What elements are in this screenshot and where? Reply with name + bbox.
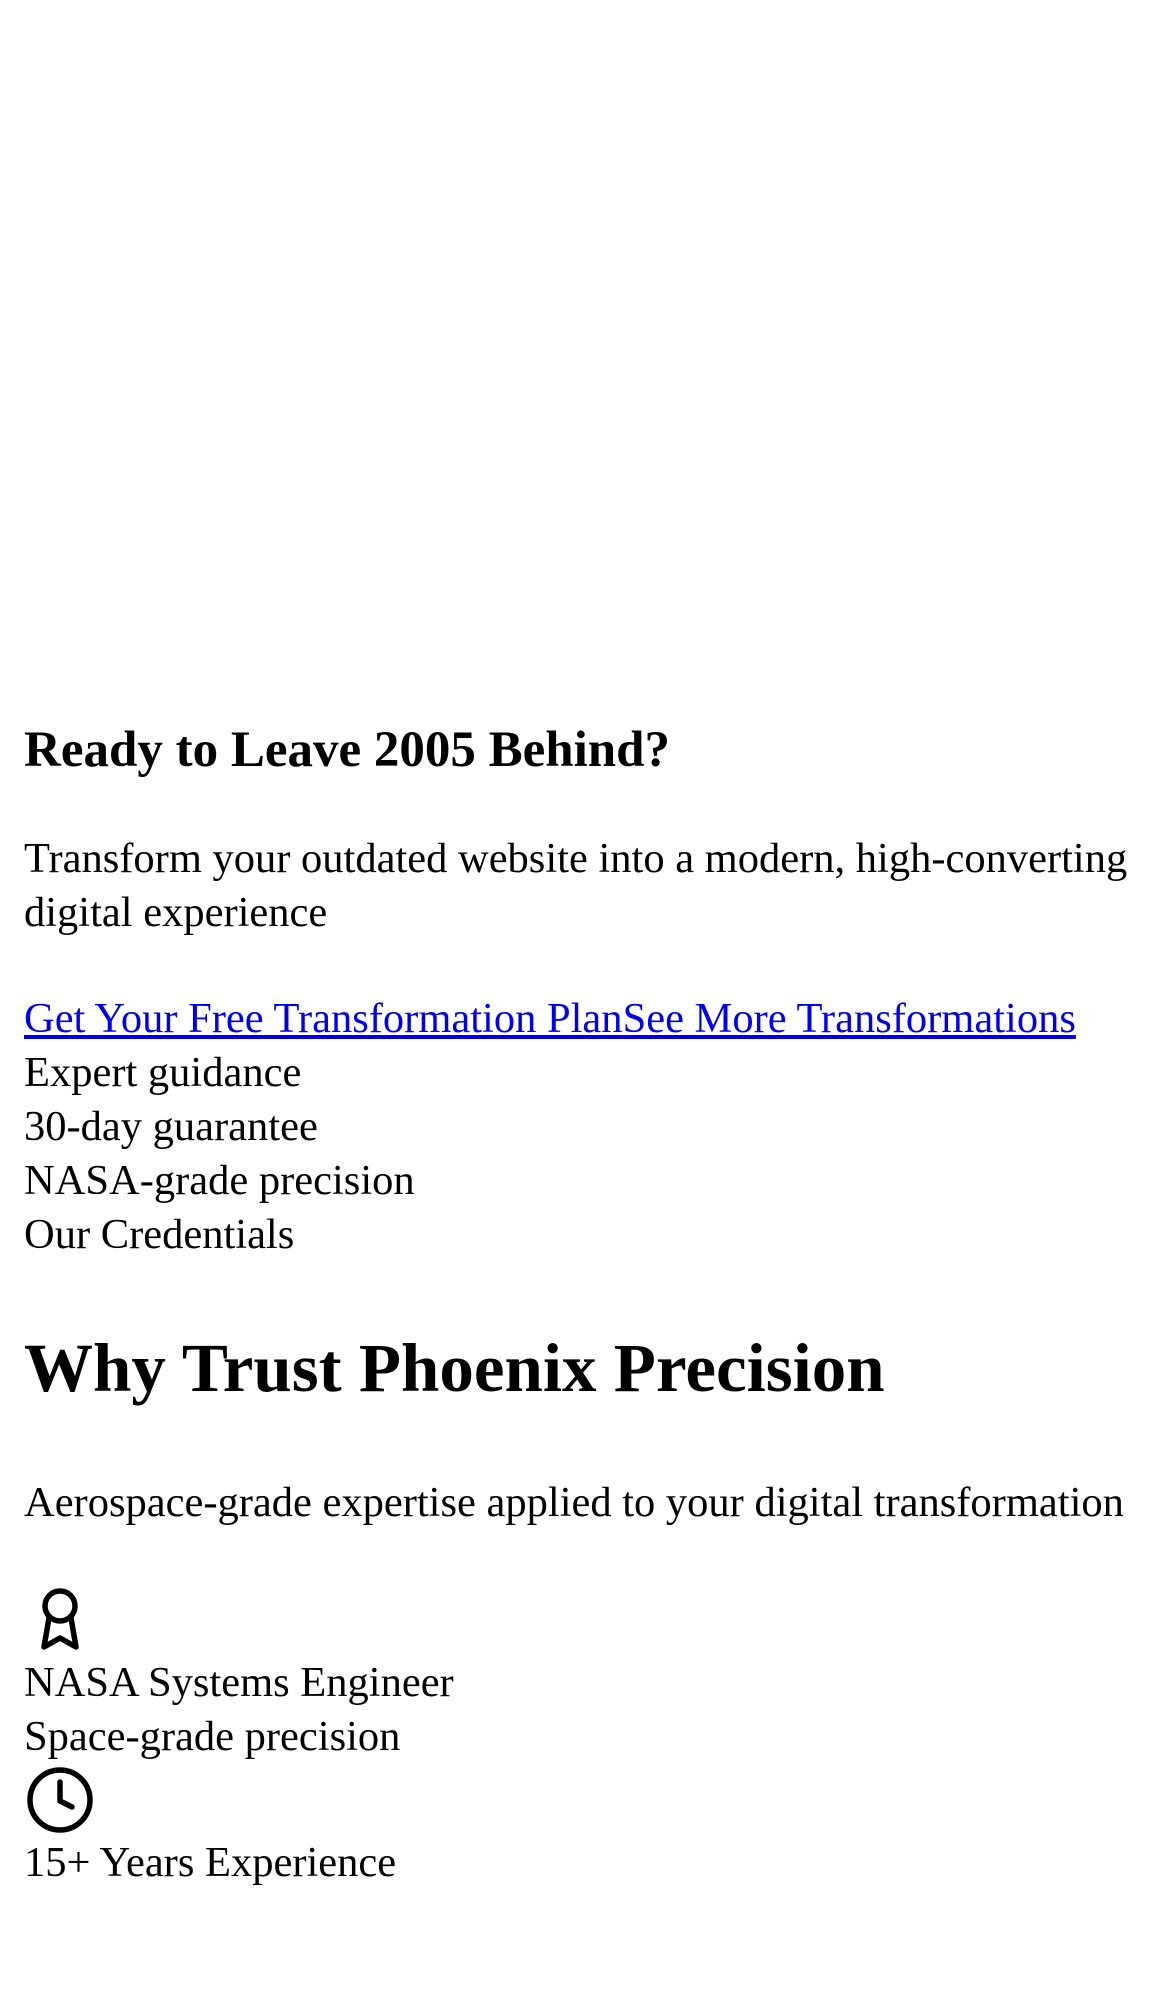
- feature-expert-guidance: Expert guidance: [24, 1049, 302, 1096]
- cta-feature-list: [24, 1046, 1146, 1208]
- main-content: [0, 720, 1170, 1890]
- cta-heading: Ready to Leave 2005 Behind?: [24, 722, 671, 778]
- credentials-subtitle: Aerospace-grade expertise applied to your digital transformation: [24, 1479, 1124, 1526]
- feature-precision: NASA-grade precision: [24, 1157, 415, 1204]
- hero-placeholder: [0, 0, 1170, 720]
- free-plan-link[interactable]: Get Your Free Transformation Plan: [24, 995, 623, 1042]
- credential-title: 15+ Years Experience: [24, 1839, 397, 1886]
- credentials-eyebrow: Our Credentials: [24, 1211, 295, 1258]
- more-transformations-link[interactable]: See More Transformations: [622, 995, 1076, 1042]
- feature-guarantee: 30-day guarantee: [24, 1103, 318, 1150]
- credential-description: Space-grade precision: [24, 1713, 401, 1760]
- credential-item-experience: [24, 1764, 1146, 1890]
- award-icon: [24, 1584, 96, 1656]
- clock-icon: [24, 1764, 96, 1836]
- cta-link-group: [24, 992, 1146, 1046]
- credential-item-nasa: [24, 1584, 1146, 1764]
- cta-subtext: Transform your outdated website into a modern, high-converting digital experience: [24, 835, 1128, 936]
- credentials-title: Why Trust Phoenix Precision: [24, 1330, 885, 1406]
- credentials-section: [24, 1208, 1146, 1890]
- cta-section: [24, 720, 1146, 1208]
- credential-title: NASA Systems Engineer: [24, 1659, 454, 1706]
